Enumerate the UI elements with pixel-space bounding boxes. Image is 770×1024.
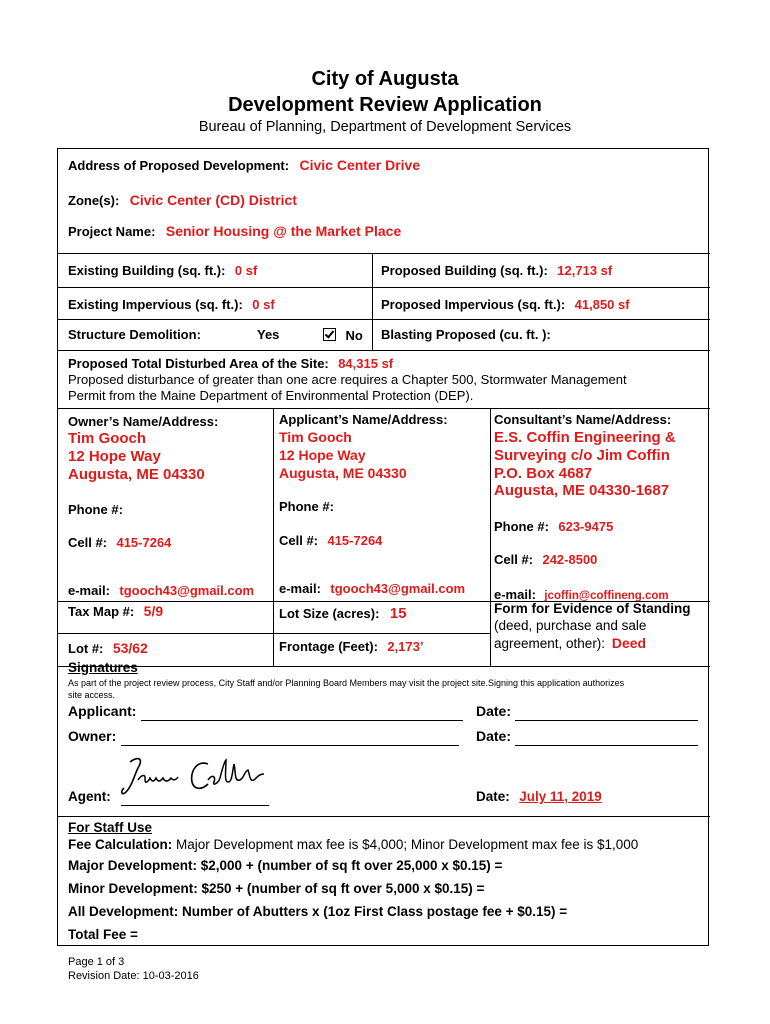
consultant-line2: Surveying c/o Jim Coffin (494, 447, 670, 464)
address-value: Civic Center Drive (299, 157, 421, 173)
consultant-label: Consultant’s Name/Address: (494, 412, 672, 427)
agent-date-label: Date: (476, 789, 510, 804)
signatures-note-1: As part of the project review process, City Staff and/or Planning Board Members may visit the project site.Signing this application authorizes (68, 678, 625, 688)
frontage (279, 638, 424, 656)
demolition-label: Structure Demolition: (68, 327, 201, 342)
frontage-value: 2,173’ (387, 639, 424, 654)
all-development-fee: All Development: Number of Abutters x (1oz First Class postage fee + $0.15) = (68, 904, 568, 919)
handwritten-signature-icon (118, 752, 268, 804)
tax-map (68, 603, 163, 621)
owner-date-line[interactable] (515, 733, 698, 746)
consultant-phone-label: Phone #: (494, 519, 549, 534)
consultant-cell-label: Cell #: (494, 552, 534, 567)
owner-date-label: Date: (476, 728, 512, 744)
agent-date-value: July 11, 2019 (519, 789, 602, 804)
rule-after-taxmap (58, 633, 490, 634)
consultant-email-label: e-mail: (494, 587, 536, 602)
standing-note-1: (deed, purchase and sale (494, 618, 647, 633)
consultant-line3: P.O. Box 4687 (494, 465, 593, 482)
owner-cell (68, 534, 171, 552)
disturbed-note-1: Proposed disturbance of greater than one acre requires a Chapter 500, Stormwater Management (68, 372, 627, 387)
owner-signature-line[interactable] (121, 733, 459, 746)
proposed-building-value: 12,713 sf (557, 263, 613, 278)
applicant-date-label: Date: (476, 703, 512, 719)
lot-number-value: 53/62 (112, 640, 148, 656)
zone-row (68, 192, 297, 210)
consultant-phone (494, 518, 613, 536)
lot-number-label: Lot #: (68, 641, 104, 656)
lot-number (68, 640, 148, 658)
existing-impervious-value: 0 sf (252, 297, 275, 312)
applicant-label: Applicant’s Name/Address: (279, 412, 448, 427)
proposed-impervious (381, 296, 630, 314)
col-divider-1 (273, 408, 274, 666)
demolition-no: No (345, 328, 363, 343)
zone-value: Civic Center (CD) District (129, 192, 297, 208)
lot-size-label: Lot Size (acres): (279, 606, 380, 621)
rule-after-demolition (58, 350, 710, 351)
applicant-cell-label: Cell #: (279, 533, 319, 548)
rule-after-impervious (58, 319, 710, 320)
demolition-no-option[interactable] (323, 327, 363, 345)
existing-building-value: 0 sf (234, 263, 258, 278)
disturbed-note-2: Permit from the Maine Department of Environmental Protection (DEP). (68, 388, 474, 403)
applicant-signature-label: Applicant: (68, 703, 137, 719)
rule-after-building (58, 287, 710, 288)
proposed-impervious-label: Proposed Impervious (sq. ft.): (381, 297, 566, 312)
fee-calculation-text: Major Development max fee is $4,000; Minor Development max fee is $1,000 (176, 837, 639, 852)
applicant-cell (279, 532, 382, 550)
owner-email-value: tgooch43@gmail.com (119, 583, 255, 598)
project-label: Project Name: (68, 224, 156, 239)
address-label: Address of Proposed Development: (68, 158, 290, 173)
minor-development-fee: Minor Development: $250 + (number of sq ft over 5,000 x $0.15) = (68, 881, 485, 896)
applicant-name: Tim Gooch (279, 429, 352, 445)
owner-name: Tim Gooch (68, 430, 147, 447)
frontage-label: Frontage (Feet): (279, 639, 378, 654)
disturbed-area-label: Proposed Total Disturbed Area of the Site: (68, 356, 329, 371)
owner-city: Augusta, ME 04330 (68, 466, 205, 483)
signatures-heading: Signatures (68, 660, 138, 675)
col-divider-2 (490, 408, 491, 666)
applicant-phone-label: Phone #: (279, 499, 334, 514)
address-row (68, 157, 420, 175)
applicant-date-row (476, 703, 698, 721)
fee-calculation-label: Fee Calculation: (68, 837, 173, 852)
project-row (68, 223, 401, 241)
owner-cell-label: Cell #: (68, 535, 108, 550)
staff-heading: For Staff Use (68, 820, 153, 835)
applicant-cell-value: 415-7264 (327, 533, 383, 548)
consultant-email-value: jcoffin@coffineng.com (544, 590, 669, 602)
owner-cell-value: 415-7264 (116, 535, 172, 550)
consultant-line4: Augusta, ME 04330-1687 (494, 482, 670, 499)
signatures-note-2: site access. (68, 690, 116, 700)
tax-map-value: 5/9 (143, 603, 164, 619)
existing-impervious-label: Existing Impervious (sq. ft.): (68, 297, 243, 312)
page-subtitle-title: Development Review Application (228, 94, 542, 116)
project-value: Senior Housing @ the Market Place (165, 223, 402, 239)
consultant-cell (494, 551, 597, 569)
existing-building-label: Existing Building (sq. ft.): (68, 263, 226, 278)
rule-before-staff (58, 816, 710, 817)
department-subtitle: Bureau of Planning, Department of Development Services (198, 119, 572, 135)
owner-email (68, 582, 254, 600)
applicant-city: Augusta, ME 04330 (279, 465, 407, 481)
owner-label: Owner’s Name/Address: (68, 414, 219, 429)
agent-signature-label: Agent: (68, 789, 111, 804)
owner-date-row (476, 728, 698, 746)
proposed-building-label: Proposed Building (sq. ft.): (381, 263, 548, 278)
lot-size-value: 15 (389, 605, 407, 622)
rule-before-contacts (58, 408, 710, 409)
tax-map-label: Tax Map #: (68, 604, 135, 619)
rule-after-project (58, 253, 710, 254)
owner-phone-label: Phone #: (68, 502, 123, 517)
consultant-line1: E.S. Coffin Engineering & (494, 429, 676, 446)
consultant-cell-value: 242-8500 (542, 552, 598, 567)
applicant-email (279, 580, 465, 598)
standing-note-2 (494, 635, 646, 652)
rule-before-signatures (58, 666, 710, 667)
standing-note-2-text: agreement, other): (494, 636, 606, 651)
owner-signature-label: Owner: (68, 728, 117, 744)
applicant-street: 12 Hope Way (279, 447, 366, 463)
standing-value: Deed (611, 635, 647, 651)
existing-impervious (68, 296, 275, 314)
zone-label: Zone(s): (68, 193, 120, 208)
page-number: Page 1 of 3 (68, 956, 125, 968)
applicant-email-label: e-mail: (279, 581, 321, 596)
applicant-signature-line[interactable] (141, 708, 463, 721)
col-divider-top (372, 253, 373, 350)
fee-calculation (68, 837, 638, 852)
applicant-email-value: tgooch43@gmail.com (330, 581, 466, 596)
owner-email-label: e-mail: (68, 583, 110, 598)
total-fee: Total Fee = (68, 927, 138, 942)
owner-signature-row (68, 728, 459, 746)
page-title: City of Augusta (311, 68, 459, 90)
blasting-label: Blasting Proposed (cu. ft. ): (381, 327, 551, 342)
existing-building (68, 262, 257, 280)
disturbed-area-row (68, 355, 393, 373)
consultant-phone-value: 623-9475 (558, 519, 614, 534)
applicant-date-line[interactable] (515, 708, 698, 721)
lot-size (279, 605, 407, 623)
major-development-fee: Major Development: $2,000 + (number of sq ft over 25,000 x $0.15) = (68, 858, 503, 873)
revision-date: Revision Date: 10-03-2016 (68, 970, 199, 982)
standing-label: Form for Evidence of Standing (494, 601, 691, 616)
agent-date-row (476, 788, 602, 806)
applicant-signature-row (68, 703, 463, 721)
disturbed-area-value: 84,315 sf (338, 356, 394, 371)
demolition-yes[interactable]: Yes (257, 327, 280, 342)
checkbox-checked-icon[interactable] (323, 328, 336, 341)
proposed-impervious-value: 41,850 sf (574, 297, 630, 312)
owner-street: 12 Hope Way (68, 448, 161, 465)
proposed-building (381, 262, 612, 280)
